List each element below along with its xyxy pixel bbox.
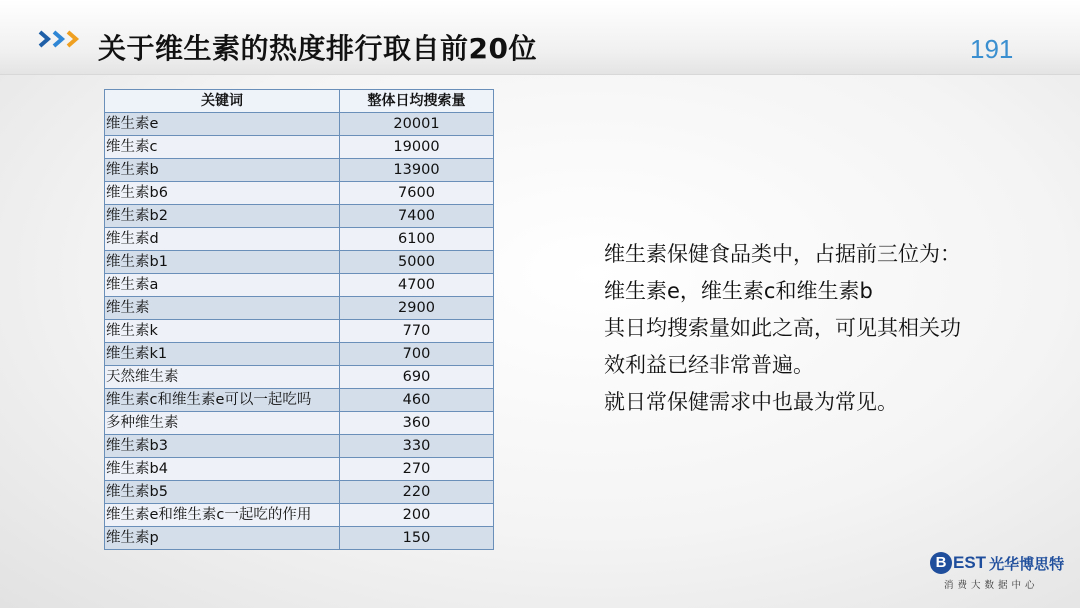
table-row [105, 481, 494, 504]
table-row [105, 182, 494, 205]
keyword-cell: 维生素k [105, 320, 340, 343]
search-volume-cell: 220 [340, 481, 494, 504]
table-row [105, 527, 494, 550]
keyword-cell: 天然维生素 [105, 366, 340, 389]
search-volume-cell: 20001 [340, 113, 494, 136]
keyword-cell: 维生素b6 [105, 182, 340, 205]
slide-title: 关于维生素的热度排行取自前20位 [98, 32, 537, 65]
description-line: 维生素e，维生素c和维生素b [604, 279, 873, 303]
keyword-cell: 多种维生素 [105, 412, 340, 435]
keyword-cell: 维生素d [105, 228, 340, 251]
table-row [105, 412, 494, 435]
search-volume-cell: 5000 [340, 251, 494, 274]
table-row [105, 205, 494, 228]
column-header-daily-search: 整体日均搜索量 [340, 90, 494, 113]
keyword-cell: 维生素c和维生素e可以一起吃吗 [105, 389, 340, 412]
description-line: 就日常保健需求中也最为常见。 [604, 390, 898, 414]
keyword-cell: 维生素b1 [105, 251, 340, 274]
table-row [105, 274, 494, 297]
keyword-cell: 维生素c [105, 136, 340, 159]
search-volume-cell: 6100 [340, 228, 494, 251]
chevron-arrows-icon [38, 30, 84, 48]
keyword-cell: 维生素b3 [105, 435, 340, 458]
table-row [105, 251, 494, 274]
page-number: 191 [970, 34, 1014, 64]
table-row [105, 343, 494, 366]
table-row [105, 366, 494, 389]
keyword-cell: 维生素b5 [105, 481, 340, 504]
logo-brand-name: 光华博思特 [989, 554, 1065, 573]
keyword-cell: 维生素 [105, 297, 340, 320]
search-volume-cell: 2900 [340, 297, 494, 320]
description-line: 其日均搜索量如此之高，可见其相关功效利益已经非常普遍。 [604, 316, 961, 377]
table-row [105, 458, 494, 481]
table-row [105, 159, 494, 182]
table-row [105, 113, 494, 136]
keyword-cell: 维生素p [105, 527, 340, 550]
search-volume-cell: 200 [340, 504, 494, 527]
table-row [105, 297, 494, 320]
logo-mark-text: EST [953, 553, 987, 572]
description-text [604, 236, 964, 421]
keyword-cell: 维生素b2 [105, 205, 340, 228]
table-row [105, 136, 494, 159]
search-volume-cell: 330 [340, 435, 494, 458]
keyword-cell: 维生素b [105, 159, 340, 182]
table-row [105, 389, 494, 412]
keyword-cell: 维生素b4 [105, 458, 340, 481]
table-row [105, 435, 494, 458]
search-volume-cell: 7400 [340, 205, 494, 228]
search-volume-cell: 770 [340, 320, 494, 343]
table-body [105, 113, 494, 550]
table-row [105, 504, 494, 527]
logo-tagline: 消费大数据中心 [944, 580, 1039, 591]
search-volume-table [104, 89, 494, 550]
table-row [105, 228, 494, 251]
brand-logo [930, 552, 1064, 591]
search-volume-cell: 4700 [340, 274, 494, 297]
description-line: 维生素保健食品类中，占据前三位为： [604, 242, 961, 266]
search-volume-cell: 13900 [340, 159, 494, 182]
slide-header [0, 0, 1080, 75]
search-volume-cell: 360 [340, 412, 494, 435]
column-header-keyword: 关键词 [105, 90, 340, 113]
table-row [105, 320, 494, 343]
search-volume-cell: 700 [340, 343, 494, 366]
logo-mark-icon: B [930, 552, 952, 574]
keyword-cell: 维生素e [105, 113, 340, 136]
keyword-cell: 维生素k1 [105, 343, 340, 366]
search-volume-cell: 7600 [340, 182, 494, 205]
keyword-cell: 维生素e和维生素c一起吃的作用 [105, 504, 340, 527]
search-volume-cell: 19000 [340, 136, 494, 159]
table-header-row [105, 90, 494, 113]
search-volume-cell: 150 [340, 527, 494, 550]
search-volume-cell: 690 [340, 366, 494, 389]
keyword-cell: 维生素a [105, 274, 340, 297]
search-volume-cell: 460 [340, 389, 494, 412]
search-volume-cell: 270 [340, 458, 494, 481]
